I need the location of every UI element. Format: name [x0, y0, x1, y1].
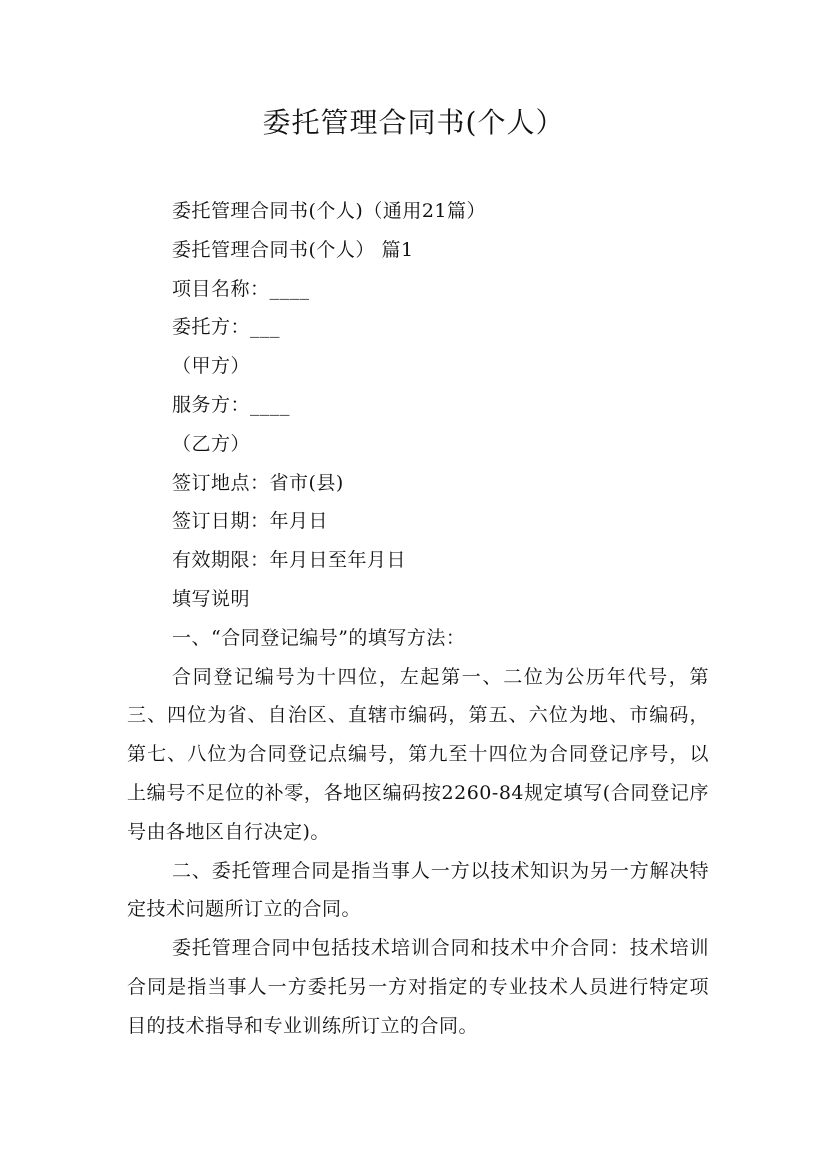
signing-date-line: 签订日期：年月日 — [172, 510, 329, 533]
signing-place-line: 签订地点：省市(县) — [172, 471, 344, 494]
contract-types-paragraph: 委托管理合同中包括技术培训合同和技术中介合同：技术培训合同是指当事人一方委托另一方对指定的专业技术人员进行特定项目的技术指导和专业训练所订立的合同。 — [127, 937, 709, 1037]
registration-number-paragraph: 合同登记编号为十四位，左起第一、二位为公历年代号，第三、四位为省、自治区、直辖市编码，第五、六位为地、市编码，第七、八位为合同登记点编号，第九至十四位为合同登记序号，以上编号不足位的补零，各地区编码按2260-84规定填写(合同登记序号由各地区自行决定)。 — [127, 665, 709, 843]
document-body — [127, 192, 709, 1046]
project-name-line: 项目名称：____ — [172, 277, 310, 300]
service-provider-line: 服务方：____ — [172, 393, 291, 416]
instructions-heading: 填写说明 — [172, 587, 251, 610]
party-a-label: （甲方） — [172, 355, 251, 378]
instruction-item-1-heading: 一、“合同登记编号”的填写方法： — [172, 626, 466, 649]
validity-period-line: 有效期限：年月日至年月日 — [172, 549, 407, 572]
definition-paragraph: 二、委托管理合同是指当事人一方以技术知识为另一方解决特定技术问题所订立的合同。 — [127, 859, 709, 921]
document-title: 委托管理合同书(个人） — [262, 106, 565, 139]
subtitle-line: 委托管理合同书(个人)（通用21篇） — [172, 200, 487, 222]
section-heading: 委托管理合同书(个人） 篇1 — [172, 238, 414, 261]
party-b-label: （乙方） — [172, 432, 251, 455]
client-line: 委托方：___ — [172, 316, 281, 339]
